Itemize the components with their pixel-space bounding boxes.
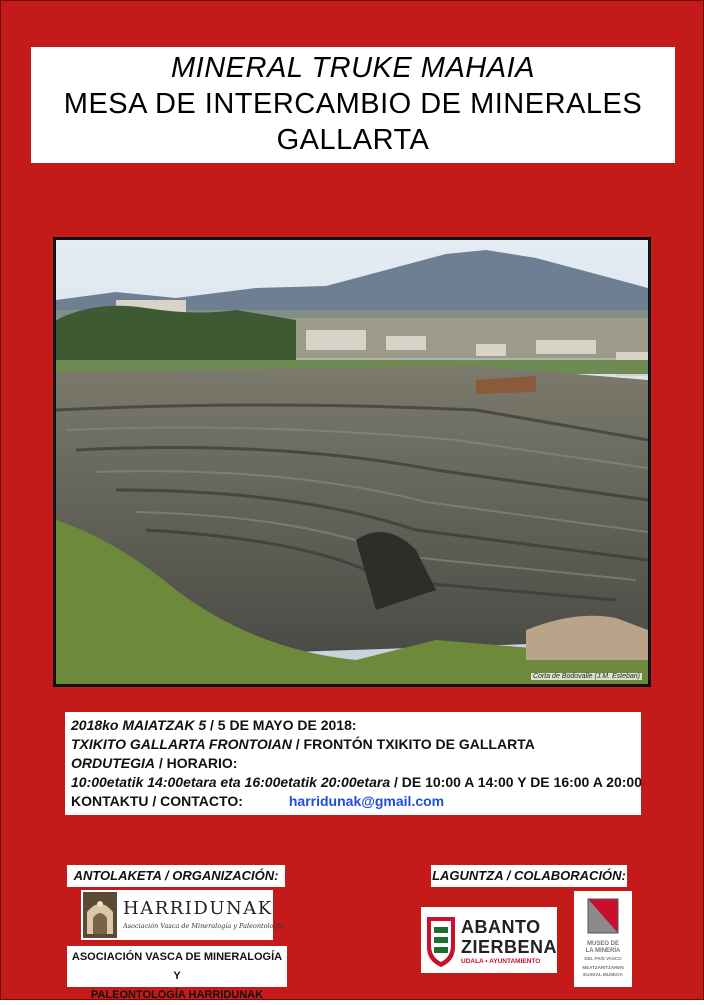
title-spanish: MESA DE INTERCAMBIO DE MINERALES <box>63 88 643 120</box>
date-spanish: / 5 DE MAYO DE 2018: <box>206 717 357 733</box>
schedule-spanish: / DE 10:00 A 14:00 Y DE 16:00 A 20:00 <box>390 774 642 790</box>
collaboration-label <box>431 865 627 887</box>
event-info-box <box>65 712 641 815</box>
collaboration-label-basque: LAGUNTZA <box>432 868 504 883</box>
contact-email-link[interactable]: harridunak@gmail.com <box>288 793 445 809</box>
organization-name-line1: ASOCIACIÓN VASCA DE MINERALOGÍA Y <box>71 951 283 982</box>
harridunak-logo-name: HARRIDUNAK <box>123 898 273 919</box>
title-box <box>31 47 675 163</box>
museo-mineria-emblem <box>574 891 632 941</box>
museo-line1: MUSEO DE <box>586 941 619 947</box>
zierbena-name: ZIERBENA <box>461 937 558 957</box>
hours-basque: ORDUTEGIA <box>71 755 155 771</box>
mine-landscape-image <box>56 240 648 684</box>
contact-label: KONTAKTU / CONTACTO: <box>71 793 243 809</box>
organization-label-basque: ANTOLAKETA <box>73 868 162 883</box>
organization-label <box>67 865 285 887</box>
place-spanish: / FRONTÓN TXIKITO DE GALLARTA <box>291 736 535 752</box>
date-line <box>71 716 635 735</box>
organization-label-spanish: / ORGANIZACIÓN: <box>161 868 279 883</box>
organization-name-line2: PALEONTOLOGÍA HARRIDUNAK <box>90 989 264 1001</box>
schedule-basque: 10:00etatik 14:00etara eta 16:00etatik 20:00etara <box>71 774 391 790</box>
contact-line <box>71 792 635 811</box>
organization-full-name <box>67 946 287 1001</box>
hours-spanish: / HORARIO: <box>155 755 238 771</box>
title-location: GALLARTA <box>276 124 430 156</box>
abanto-zierbena-logo <box>421 907 557 973</box>
museo-mineria-logo <box>574 891 632 987</box>
photo-credit: Corta de Bodovalle (J.M. Esteban) <box>533 673 640 680</box>
abanto-subtitle: UDALA • AYUNTAMIENTO <box>461 958 541 965</box>
abanto-name: ABANTO <box>461 917 541 937</box>
hours-line <box>71 754 635 773</box>
museo-line4: MEATZARITZAREN <box>582 965 624 970</box>
title-basque: MINERAL TRUKE MAHAIA <box>171 52 535 84</box>
place-line <box>71 735 635 754</box>
harridunak-logo-subtitle: Asociación Vasca de Mineralogía y Paleontología <box>123 922 284 930</box>
harridunak-logo <box>81 890 284 940</box>
date-basque: 2018ko MAIATZAK 5 <box>71 717 207 733</box>
collaboration-label-spanish: / COLABORACIÓN: <box>503 868 626 883</box>
mine-photo <box>53 237 651 687</box>
schedule-line <box>71 773 642 792</box>
museo-line2: LA MINERÍA <box>585 948 621 954</box>
museo-line3: DEL PAÍS VASCO <box>584 956 622 961</box>
museo-line5: EUSKAL MUSEOA <box>583 972 623 977</box>
place-basque: TXIKITO GALLARTA FRONTOIAN <box>71 736 292 752</box>
